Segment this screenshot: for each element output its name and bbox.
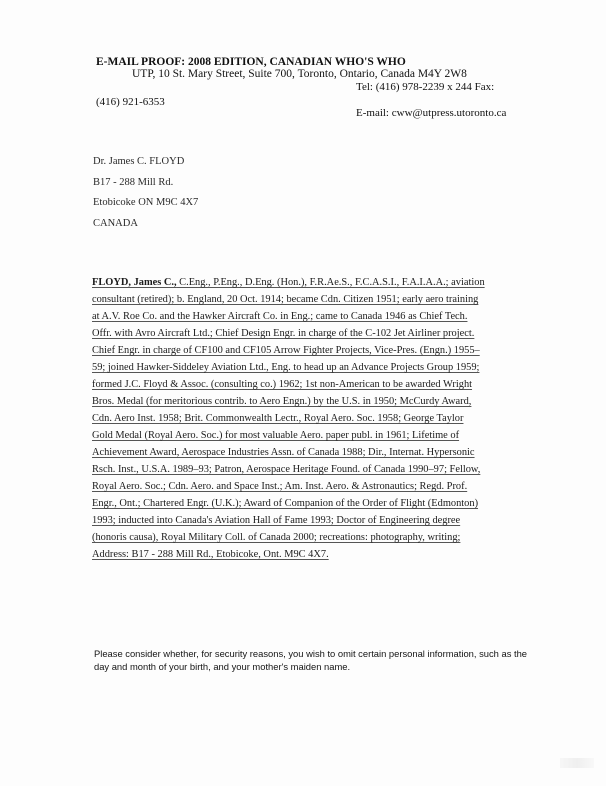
- bio-line: FLOYD, James C., C.Eng., P.Eng., D.Eng. (Hon.), F.R.Ae.S., F.C.A.S.I., F.A.I.A.A.; aviation: [92, 277, 485, 288]
- bio-line: Address: B17 - 288 Mill Rd., Etobicoke, Ont. M9C 4X7.: [92, 549, 329, 560]
- bio-line: Royal Aero. Soc.; Cdn. Aero. and Space Inst.; Am. Inst. Aero. & Astronautics; Regd. Prof.: [92, 481, 468, 492]
- bio-name: FLOYD, James C.,: [92, 277, 177, 288]
- bio-line: consultant (retired); b. England, 20 Oct. 1914; became Cdn. Citizen 1951; early aero training: [92, 294, 479, 305]
- publisher-fax: (416) 921-6353: [96, 96, 165, 108]
- bio-line: at A.V. Roe Co. and the Hawker Aircraft Co. in Eng.; came to Canada 1946 as Chief Tech.: [92, 311, 468, 322]
- recipient-street: B17 - 288 Mill Rd.: [93, 177, 174, 188]
- scan-smudge: [560, 758, 594, 768]
- bio-line: Achievement Award, Aerospace Industries Assn. of Canada 1988; Dir., Internat. Hypersonic: [92, 447, 475, 458]
- recipient-city: Etobicoke ON M9C 4X7: [93, 197, 199, 208]
- bio-line: Engr., Ont.; Chartered Engr. (U.K.); Award of Companion of the Order of Flight (Edmonton): [92, 498, 479, 509]
- publisher-address: UTP, 10 St. Mary Street, Suite 700, Toronto, Ontario, Canada M4Y 2W8: [132, 68, 467, 80]
- privacy-note-line: day and month of your birth, and your mother's maiden name.: [94, 661, 351, 672]
- privacy-note-line: Please consider whether, for security reasons, you wish to omit certain personal information, such as the: [94, 648, 528, 659]
- publisher-email: E-mail: cww@utpress.utoronto.ca: [356, 107, 507, 119]
- recipient-country: CANADA: [93, 218, 138, 229]
- bio-line: Cdn. Aero Inst. 1958; Brit. Commonwealth Lectr., Royal Aero. Soc. 1958; George Taylor: [92, 413, 464, 424]
- publisher-telephone: Tel: (416) 978-2239 x 244 Fax:: [356, 81, 495, 93]
- proof-title: E-MAIL PROOF: 2008 EDITION, CANADIAN WHO'S WHO: [96, 56, 406, 68]
- bio-line: 59; joined Hawker-Siddeley Aviation Ltd., Eng. to head up an Advance Projects Group 1959;: [92, 362, 480, 373]
- bio-line: Rsch. Inst., U.S.A. 1989–93; Patron, Aerospace Heritage Found. of Canada 1990–97; Fellow,: [92, 464, 481, 475]
- bio-line: Gold Medal (Royal Aero. Soc.) for most valuable Aero. paper publ. in 1961; Lifetime of: [92, 430, 460, 441]
- bio-line: Chief Engr. in charge of CF100 and CF105 Arrow Fighter Projects, Vice-Pres. (Engn.) 1955–: [92, 345, 480, 356]
- bio-line: Bros. Medal (for meritorious contrib. to Aero Engn.) by the U.S. in 1950; McCurdy Award,: [92, 396, 472, 407]
- bio-line: Offr. with Avro Aircraft Ltd.; Chief Design Engr. in charge of the C-102 Jet Airliner project.: [92, 328, 475, 339]
- recipient-name: Dr. James C. FLOYD: [93, 156, 185, 167]
- bio-line: formed J.C. Floyd & Assoc. (consulting co.) 1962; 1st non-American to be awarded Wright: [92, 379, 473, 390]
- bio-line: (honoris causa), Royal Military Coll. of Canada 2000; recreations: photography, writing;: [92, 532, 461, 543]
- bio-line: 1993; inducted into Canada's Aviation Hall of Fame 1993; Doctor of Engineering degree: [92, 515, 461, 526]
